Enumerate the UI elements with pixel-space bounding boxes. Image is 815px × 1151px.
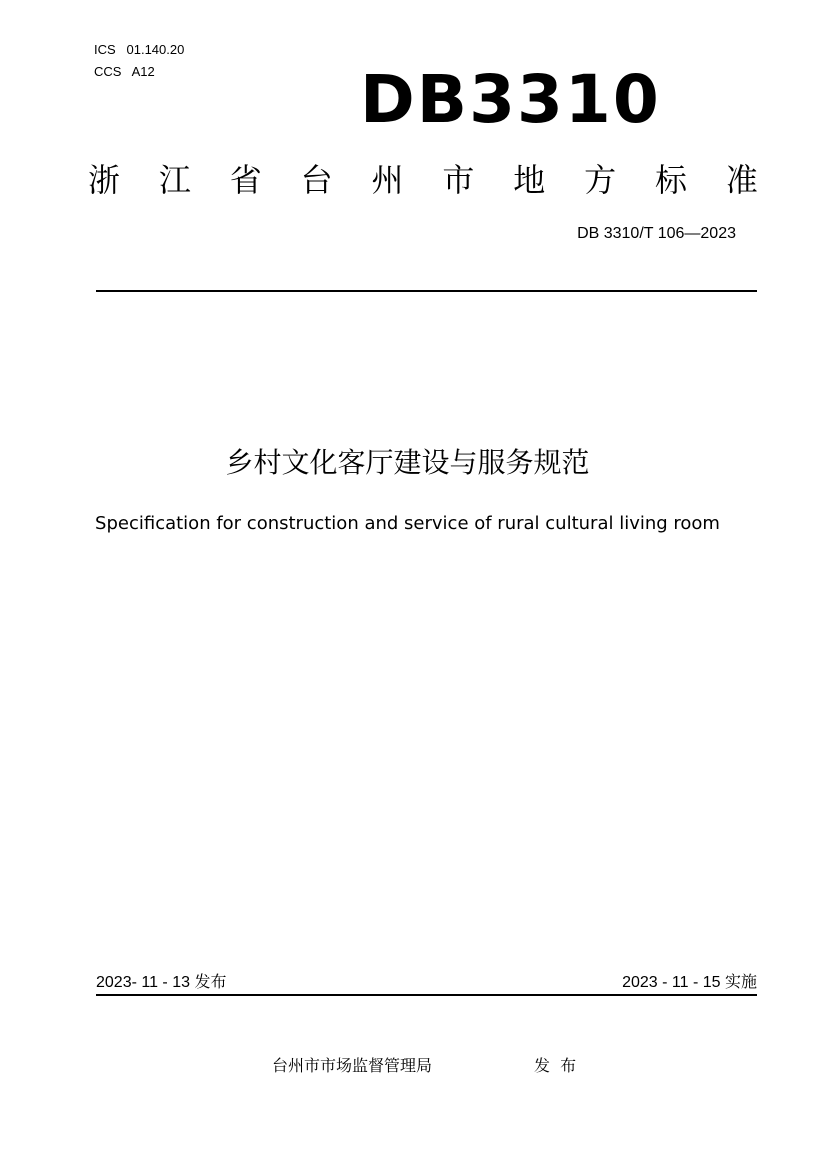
db-code-mark: DB3310 — [360, 61, 661, 138]
standard-type-char: 地 — [513, 161, 546, 199]
top-divider — [96, 290, 757, 292]
publish-label: 发 布 — [534, 1056, 577, 1075]
title-english: Specification for construction and service of rural cultural living room — [95, 513, 720, 534]
standard-type-char: 州 — [371, 161, 404, 199]
ics-code: ICS 01.140.20 — [94, 42, 185, 57]
title-chinese: 乡村文化客厅建设与服务规范 — [225, 446, 590, 479]
standard-type-char: 省 — [229, 161, 262, 199]
standard-number: DB 3310/T 106—2023 — [577, 225, 736, 242]
bottom-divider — [96, 994, 757, 996]
publisher-name: 台州市市场监督管理局 — [272, 1056, 433, 1075]
standard-type-char: 市 — [442, 161, 475, 199]
standard-type-char: 准 — [725, 161, 758, 199]
standard-type-char: 浙 — [88, 161, 121, 199]
standard-type-char: 台 — [300, 161, 333, 199]
issue-date: 2023- 11 - 13 发布 — [96, 974, 227, 991]
implementation-date: 2023 - 11 - 15 实施 — [622, 974, 757, 991]
standard-type-heading — [88, 158, 758, 202]
standard-type-char: 江 — [158, 161, 191, 199]
standard-type-char: 标 — [655, 161, 688, 199]
standard-type-char: 方 — [584, 161, 617, 199]
ccs-code: CCS A12 — [94, 64, 155, 79]
